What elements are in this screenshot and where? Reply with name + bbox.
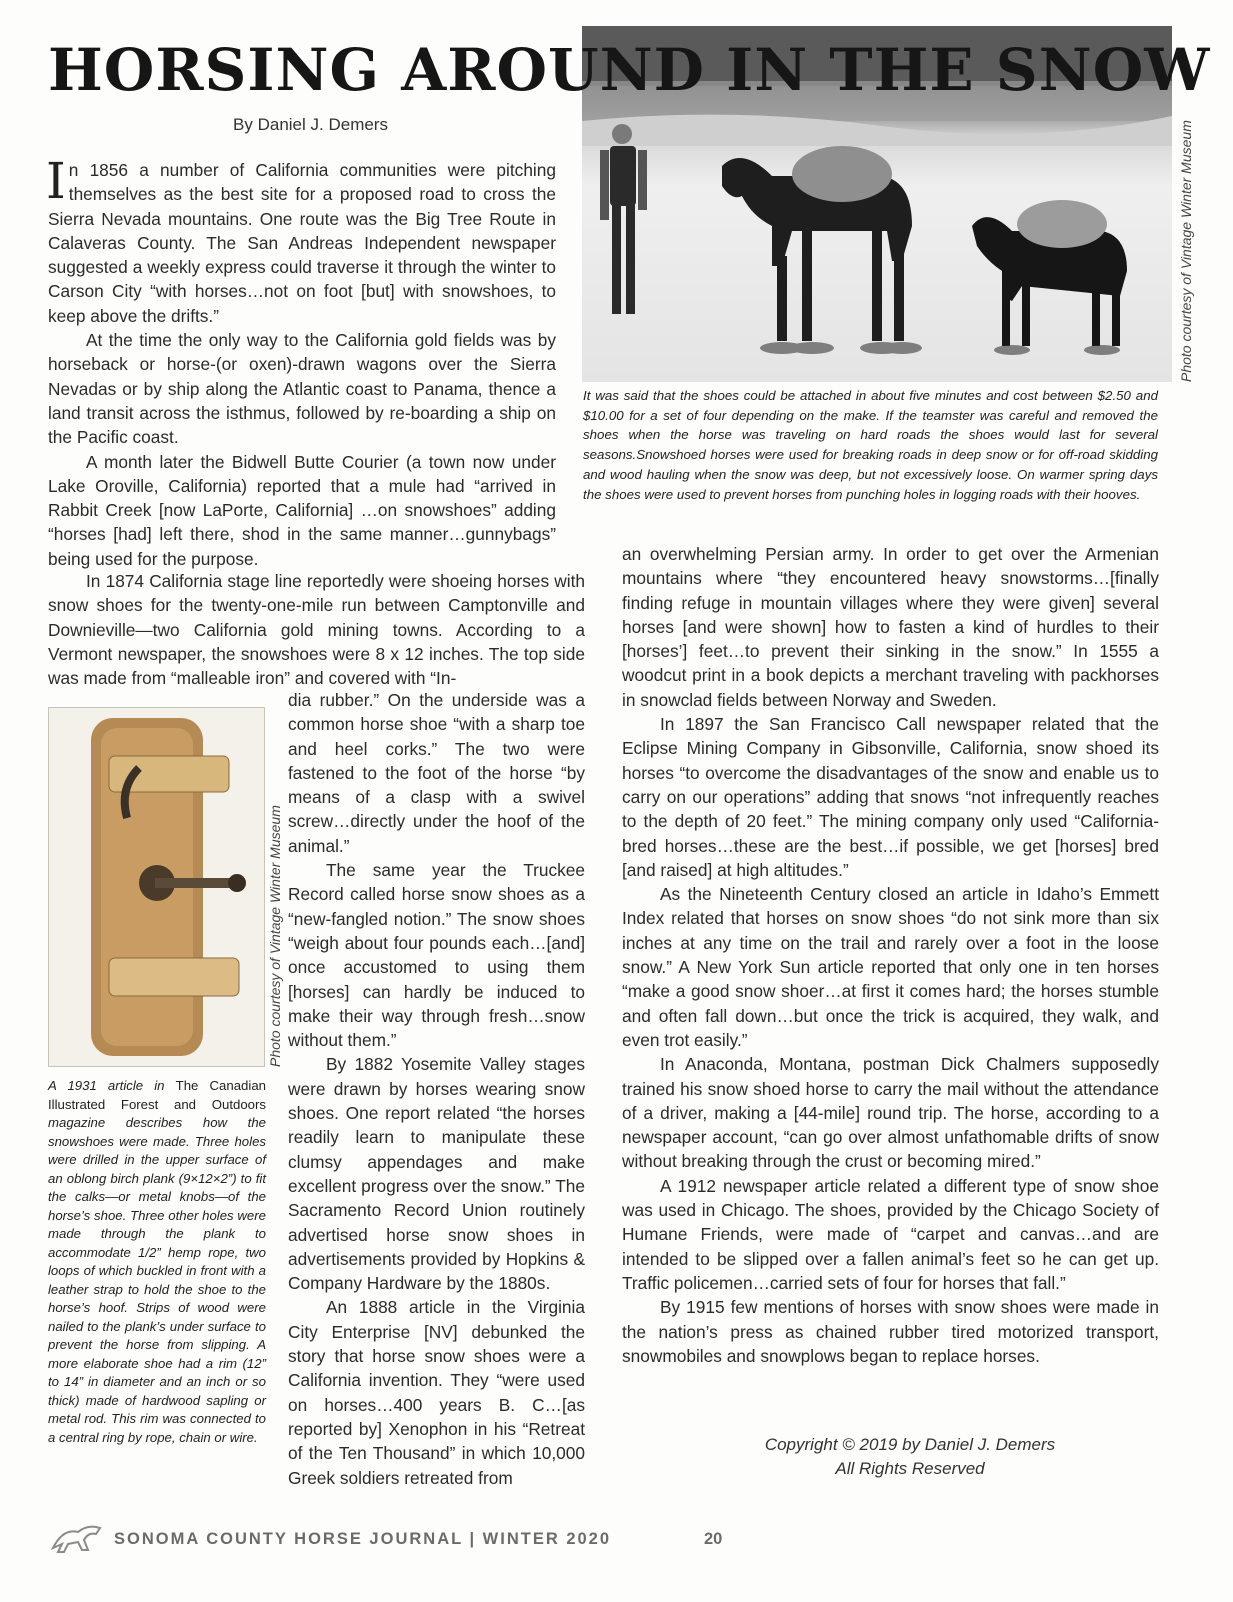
photo-credit-side: Photo courtesy of Vintage Winter Museum (267, 805, 283, 1067)
column-3 (622, 542, 1159, 1368)
paragraph: At the time the only way to the California gold fields was by horseback or horse-(or oxen)-drawn wagons over the Sierra Nevadas or by ship along the Atlantic coast to Panama, thence a land transit across the isthmus, followed by re-boarding a ship on the Pacific coast. (48, 330, 556, 448)
paragraph: In 1874 California stage line reportedly were shoeing horses with snow shoes for the twenty-one-mile run between Camptonville and Downieville—two California gold mining towns. According to a Vermont newspaper, the snowshoes were 8 x 12 inches. The top side was made from “malleable iron” and covered with “In- (48, 571, 585, 689)
page-number: 20 (704, 1530, 723, 1548)
publication-footer: SONOMA COUNTY HORSE JOURNAL | WINTER 2020 (114, 1530, 612, 1548)
column-1-cont (48, 569, 585, 690)
caption-text: magazine describes how the snowshoes were made. Three holes were drilled in the upper surface of an oblong birch plank (9×12×2”) to fit the calks—or metal knobs—of the horse’s shoe. Three other holes were made through the plank to accommodate 1/2” hemp rope, two loops of which buckled in front with a leather strap to hold the shoe to the horse’s hoof. Strips of wood were nailed to the plank’s under surface to prevent the horse from slipping. A more elaborate shoe had a rim (12” to 14” in diameter and an inch or so thick) made of hardwood sapling or metal rod. This rim was connected to a central ring by rope, chain or wire. (48, 1115, 266, 1445)
copyright-line: Copyright © 2019 by Daniel J. Demers (764, 1435, 1056, 1454)
paragraph: In Anaconda, Montana, postman Dick Chalmers supposedly trained his snow shoed horse to carry the mail without the attendance of a driver, making a [44-mile] round trip. The horse, according to a newspaper account, “can go over almost unfathomable drifts of snow without breaking through the crust or becoming mired.” (622, 1054, 1159, 1172)
drop-cap: I (46, 152, 66, 210)
byline: By Daniel J. Demers (233, 115, 388, 134)
paragraph: By 1882 Yosemite Valley stages were drawn by horses wearing snow shoes. One report related “the horses readily learn to manipulate these clumsy appendages and make excellent progress over the snow.” The Sacramento Record Union routinely advertised horse snow shoes in advertisements provided by Hopkins & Company Hardware by the 1880s. (288, 1054, 585, 1294)
rights-line: All Rights Reserved (835, 1459, 985, 1478)
paragraph: The same year the Truckee Record called horse snow shoes as a “new-fangled notion.” The snow shoes “weigh about four pounds each…[and] once accustomed to using them [horses] can hardly be induced to make their way through fresh…snow without them.” (288, 860, 585, 1051)
horse-logo-icon (48, 1518, 108, 1558)
photo-credit-top: Photo courtesy of Vintage Winter Museum (1178, 120, 1194, 382)
article-title: HORSING AROUND IN THE SNOW (48, 36, 1211, 104)
paragraph (46, 152, 556, 328)
paragraph: an overwhelming Persian army. In order to get over the Armenian mountains where “they encountered heavy snowstorms…[finally finding refuge in mountain villages where they were given] several horses [and were shown] how to fasten a kind of hurdles to their [horses’] feet…to prevent their sinking in the snow.” In 1555 a woodcut print in a book depicts a merchant traveling with packhorses in snowclad fields between Norway and Sweden. (622, 544, 1159, 710)
caption-text: A 1931 article in (48, 1078, 176, 1093)
paragraph: As the Nineteenth Century closed an article in Idaho’s Emmett Index related that horses on snow shoes “do not sink more than six inches at any time on the trail and rarely over a foot in the loose snow.” A New York Sun article reported that only one in ten horses “make a good snow shoer…at first it comes hard; the horses stumble and often fall down…but once the trick is acquired, they walk, and even trot easily.” (622, 884, 1159, 1050)
paragraph: A month later the Bidwell Butte Courier (a town now under Lake Oroville, California) reported that a mule had “arrived in Rabbit Creek [now LaPorte, California] …on snowshoes” adding “horses [had] left there, shod in the same manner…gunnybags” being used for the purpose. (48, 451, 556, 569)
column-1 (46, 152, 556, 571)
copyright-notice (660, 1433, 1160, 1481)
photo-caption-top: It was said that the shoes could be attached in about five minutes and cost between $2.50 and $10.00 for a set of four depending on the make. If the teamster was careful and removed the shoes when the horse was traveling on hard roads the shoes would last for several seasons.Snowshoed horses were used for breaking roads in deep snow or for off-road skidding and wood hauling when the snow was deep, but not excessively loose. On warmer spring days the shoes were used to prevent horses from punching holes in logging roads with their hooves. (583, 388, 1158, 502)
paragraph: dia rubber.” On the underside was a common horse shoe “with a sharp toe and heel corks.” The two were fastened to the foot of the horse “by means of a clasp with a swivel screw…directly under the hoof of the animal.” (288, 690, 585, 856)
paragraph: By 1915 few mentions of horses with snow shoes were made in the nation’s press as chained rubber tired motorized transport, snowmobiles and snowplows began to replace horses. (622, 1297, 1159, 1366)
caption-publication: The Canadian Illustrated Forest and Outdoors (48, 1078, 266, 1112)
column-2 (288, 688, 585, 1490)
paragraph: An 1888 article in the Virginia City Enterprise [NV] debunked the story that horse snow shoes were a California invention. They “were used on horses…400 years B. C…[as reported by] Xenophon in his “Retreat of the Ten Thousand” in which 10,000 Greek soldiers retreated from (288, 1297, 585, 1488)
page-footer (48, 1518, 728, 1564)
photo-caption-side (48, 1077, 266, 1447)
paragraph: A 1912 newspaper article related a different type of snow shoe was used in Chicago. The shoes, provided by the Chicago Society of Humane Friends, were made of “carpet and canvas…and are intended to be slipped over a fallen animal’s feet so he can get up. Traffic policemen…carried sets of four for horses that fall.” (622, 1175, 1159, 1293)
paragraph-text: n 1856 a number of California communities were pitching themselves as the best site for a proposed road to cross the Sierra Nevada mountains. One route was the Big Tree Route in Calaveras County. The San Andreas Independent newspaper suggested a weekly express could traverse it through the winter to Carson City “with horses…not on foot [but] with snowshoes, to keep above the drifts.” (48, 160, 556, 326)
wooden-snowshoe-photo (48, 707, 265, 1067)
snowshoe-illustration (49, 708, 264, 1066)
paragraph: In 1897 the San Francisco Call newspaper related that the Eclipse Mining Company in Gibsonville, California, snow shoed its horses “to overcome the disadvantages of the snow and enable us to carry on our operations” adding that snows “not infrequently reaches to the depth of 20 feet.” The mining company only used “California-bred horses…these are the best…if possible, we get [horses] bred [and raised] at high altitudes.” (622, 714, 1159, 880)
